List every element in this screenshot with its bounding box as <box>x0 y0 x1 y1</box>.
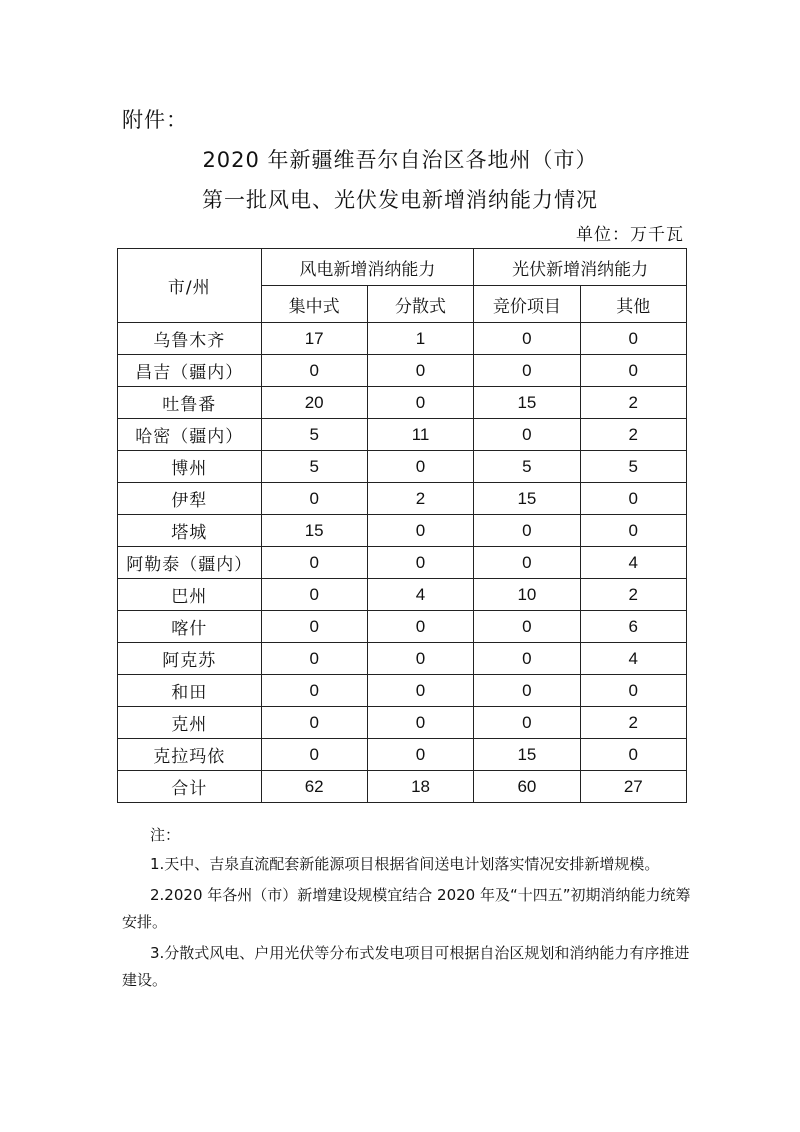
row-value-cell: 1 <box>367 323 473 355</box>
row-value-cell: 0 <box>367 515 473 547</box>
row-city-cell: 塔城 <box>118 515 262 547</box>
row-value-cell: 0 <box>261 739 367 771</box>
unit-label: 单位：万千瓦 <box>576 225 684 245</box>
row-value-cell: 20 <box>261 387 367 419</box>
row-value-cell: 0 <box>261 707 367 739</box>
table-row <box>118 739 687 771</box>
table-row <box>118 419 687 451</box>
table-row <box>118 355 687 387</box>
row-value-cell: 2 <box>580 387 686 419</box>
row-value-cell: 2 <box>580 419 686 451</box>
row-city-cell: 合计 <box>118 771 262 803</box>
row-value-cell: 10 <box>474 579 580 611</box>
row-value-cell: 4 <box>580 643 686 675</box>
row-value-cell: 5 <box>580 451 686 483</box>
row-value-cell: 0 <box>367 451 473 483</box>
note-item-3: 3.分散式风电、户用光伏等分布式发电项目可根据自治区规划和消纳能力有序推进建设。 <box>122 944 690 989</box>
row-value-cell: 0 <box>261 643 367 675</box>
row-city-cell: 阿勒泰（疆内） <box>118 547 262 579</box>
row-value-cell: 4 <box>367 579 473 611</box>
table-row <box>118 579 687 611</box>
row-value-cell: 0 <box>367 547 473 579</box>
row-value-cell: 15 <box>261 515 367 547</box>
table-row <box>118 707 687 739</box>
row-city-cell: 吐鲁番 <box>118 387 262 419</box>
row-value-cell: 15 <box>474 387 580 419</box>
row-value-cell: 0 <box>261 547 367 579</box>
row-value-cell: 15 <box>474 739 580 771</box>
row-value-cell: 0 <box>580 323 686 355</box>
row-city-cell: 喀什 <box>118 611 262 643</box>
row-city-cell: 哈密（疆内） <box>118 419 262 451</box>
row-value-cell: 2 <box>580 579 686 611</box>
row-city-cell: 和田 <box>118 675 262 707</box>
subheader-other: 其他 <box>580 286 686 323</box>
capacity-table <box>117 248 687 803</box>
row-value-cell: 5 <box>474 451 580 483</box>
row-value-cell: 6 <box>580 611 686 643</box>
table-row <box>118 611 687 643</box>
row-value-cell: 18 <box>367 771 473 803</box>
row-value-cell: 0 <box>580 515 686 547</box>
notes-label: 注： <box>150 826 181 844</box>
row-value-cell: 0 <box>261 675 367 707</box>
row-city-cell: 克州 <box>118 707 262 739</box>
row-value-cell: 0 <box>367 387 473 419</box>
row-value-cell: 2 <box>580 707 686 739</box>
table-row <box>118 547 687 579</box>
row-value-cell: 0 <box>367 611 473 643</box>
row-value-cell: 0 <box>580 675 686 707</box>
row-value-cell: 0 <box>367 643 473 675</box>
table-row <box>118 483 687 515</box>
row-value-cell: 4 <box>580 547 686 579</box>
table-row <box>118 675 687 707</box>
row-value-cell: 0 <box>474 643 580 675</box>
row-value-cell: 2 <box>367 483 473 515</box>
table-row <box>118 387 687 419</box>
row-value-cell: 0 <box>474 419 580 451</box>
row-value-cell: 0 <box>474 707 580 739</box>
row-city-cell: 昌吉（疆内） <box>118 355 262 387</box>
table-row <box>118 323 687 355</box>
row-value-cell: 0 <box>367 355 473 387</box>
header-wind-group: 风电新增消纳能力 <box>261 249 474 286</box>
row-city-cell: 阿克苏 <box>118 643 262 675</box>
row-value-cell: 0 <box>474 547 580 579</box>
row-value-cell: 0 <box>580 739 686 771</box>
note-item-1: 1.天中、吉泉直流配套新能源项目根据省间送电计划落实情况安排新增规模。 <box>150 855 660 873</box>
row-city-cell: 克拉玛依 <box>118 739 262 771</box>
row-value-cell: 5 <box>261 451 367 483</box>
row-value-cell: 0 <box>474 611 580 643</box>
row-value-cell: 0 <box>474 675 580 707</box>
row-city-cell: 乌鲁木齐 <box>118 323 262 355</box>
row-value-cell: 0 <box>261 483 367 515</box>
row-value-cell: 0 <box>474 515 580 547</box>
row-value-cell: 27 <box>580 771 686 803</box>
document-title-line1: 2020 年新疆维吾尔自治区各地州（市） <box>202 148 598 172</box>
row-value-cell: 0 <box>261 611 367 643</box>
row-city-cell: 伊犁 <box>118 483 262 515</box>
header-pv-group: 光伏新增消纳能力 <box>474 249 687 286</box>
document-title-line2: 第一批风电、光伏发电新增消纳能力情况 <box>202 188 598 212</box>
row-value-cell: 0 <box>580 483 686 515</box>
row-value-cell: 5 <box>261 419 367 451</box>
row-value-cell: 0 <box>367 707 473 739</box>
note-item-2: 2.2020 年各州（市）新增建设规模宜结合 2020 年及“十四五”初期消纳能力统筹安排。 <box>122 886 691 931</box>
table-row <box>118 451 687 483</box>
row-value-cell: 0 <box>474 323 580 355</box>
attachment-label: 附件： <box>122 108 188 132</box>
notes-section <box>122 822 694 998</box>
subheader-bidding: 竞价项目 <box>474 286 580 323</box>
row-value-cell: 60 <box>474 771 580 803</box>
subheader-centralized: 集中式 <box>261 286 367 323</box>
row-city-cell: 巴州 <box>118 579 262 611</box>
row-value-cell: 0 <box>367 675 473 707</box>
row-value-cell: 0 <box>580 355 686 387</box>
table-row <box>118 643 687 675</box>
row-value-cell: 62 <box>261 771 367 803</box>
row-value-cell: 0 <box>367 739 473 771</box>
row-value-cell: 0 <box>261 579 367 611</box>
row-value-cell: 15 <box>474 483 580 515</box>
table-row <box>118 771 687 803</box>
subheader-distributed: 分散式 <box>367 286 473 323</box>
table-header-row <box>118 249 687 286</box>
row-value-cell: 11 <box>367 419 473 451</box>
row-city-cell: 博州 <box>118 451 262 483</box>
row-value-cell: 17 <box>261 323 367 355</box>
table-row <box>118 515 687 547</box>
row-value-cell: 0 <box>261 355 367 387</box>
header-city: 市/州 <box>118 249 262 323</box>
row-value-cell: 0 <box>474 355 580 387</box>
